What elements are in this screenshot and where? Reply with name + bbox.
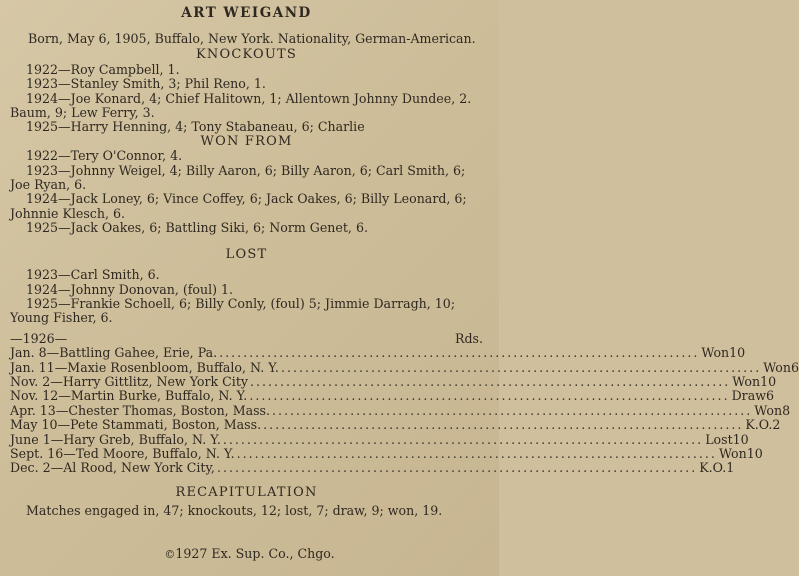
birth-info: Born, May 6, 1905, Buffalo, New York. Nationality, German-American.: [28, 31, 476, 46]
schedule-header: [10, 332, 483, 346]
knockouts-entry-1923: 1923—Stanley Smith, 3; Phil Reno, 1.: [26, 76, 266, 92]
recapitulation-text: Matches engaged in, 47; knockouts, 12; lost, 7; draw, 9; won, 19.: [26, 503, 443, 519]
copyright-symbol: ©: [164, 547, 176, 561]
bout-row: [10, 445, 763, 461]
bout-row: [10, 402, 791, 418]
won-from-entry-1922: 1922—Tery O'Connor, 4.: [26, 148, 183, 164]
lost-entry-1925: 1925—Frankie Schoell, 6; Billy Conly, (foul) 5; Jimmie Darragh, 10; Young Fisher, 6.: [10, 295, 456, 326]
bout-result: Won: [754, 402, 783, 418]
knockouts-entry-1925: 1925—Harry Henning, 4; Tony Stabaneau, 6; Charlie: [26, 119, 365, 135]
dot-leader: ................................................................................: [280, 359, 762, 375]
lost-entry-1924: 1924—Johnny Donovan, (foul) 1.: [26, 281, 234, 297]
bout-rounds: 2: [772, 417, 781, 433]
bout-description: Sept. 16—Ted Moore, Buffalo, N. Y.: [10, 445, 235, 461]
knockouts-entry-1922: 1922—Roy Campbell, 1.: [26, 61, 180, 77]
rounds-column-label: Rds.: [454, 330, 483, 346]
won-from-heading: WON FROM: [200, 133, 293, 149]
bout-description: June 1—Hary Greb, Buffalo, N. Y.: [10, 431, 221, 447]
lost-heading: LOST: [225, 246, 268, 262]
schedule-year: —1926—: [10, 330, 68, 346]
dot-leader: ................................................................................: [216, 460, 698, 476]
bout-description: Jan. 8—Battling Gahee, Erie, Pa.: [10, 345, 218, 361]
knockouts-heading: KNOCKOUTS: [195, 47, 298, 63]
won-from-entry-1923: 1923—Johnny Weigel, 4; Billy Aaron, 6; Billy Aaron, 6; Carl Smith, 6; Joe Ryan, 6.: [10, 162, 466, 193]
bout-rounds: 10: [732, 431, 749, 447]
publisher-footer: [0, 547, 499, 562]
bout-description: Dec. 2—Al Rood, New York City,: [10, 460, 215, 476]
bout-description: May 10—Pete Stammati, Boston, Mass.: [10, 417, 262, 433]
dot-leader: ................................................................................: [222, 431, 704, 447]
dot-leader: ................................................................................: [272, 402, 753, 418]
dot-leader: ................................................................................: [236, 445, 717, 461]
won-from-list: [10, 149, 483, 235]
bout-row: [10, 460, 735, 476]
dot-leader: ................................................................................: [250, 373, 731, 389]
bout-description: Jan. 11—Maxie Rosenbloom, Buffalo, N. Y.: [10, 359, 279, 375]
bout-row: [10, 431, 749, 447]
knockouts-entry-1924: 1924—Joe Konard, 4; Chief Halitown, 1; Allentown Johnny Dundee, 2.: [26, 90, 472, 106]
bout-result: Won: [732, 373, 761, 389]
bout-result: Won: [763, 359, 791, 375]
bout-rounds: 6: [765, 388, 774, 404]
bout-rounds: 10: [746, 445, 763, 461]
bout-result: Draw: [731, 388, 766, 404]
bout-row: [10, 417, 781, 433]
bout-result: Won: [701, 345, 730, 361]
bout-list: [10, 345, 799, 476]
bout-result: Won: [718, 445, 747, 461]
bout-row: [10, 345, 746, 361]
bout-result: Lost: [705, 431, 733, 447]
bout-rounds: 10: [729, 345, 746, 361]
bout-rounds: 1: [726, 460, 735, 476]
won-from-entry-1924: 1924—Jack Loney, 6; Vince Coffey, 6; Jack Oakes, 6; Billy Leonard, 6; Johnnie Klesch, 6.: [10, 191, 467, 221]
bout-row: [10, 359, 799, 375]
boxer-name-title: ART WEIGAND: [181, 5, 312, 21]
knockouts-list: [10, 63, 483, 135]
bout-rounds: 8: [782, 402, 791, 418]
dot-leader: ................................................................................: [263, 417, 744, 433]
won-from-entry-1925: 1925—Jack Oakes, 6; Battling Siki, 6; Norm Genet, 6.: [26, 220, 368, 236]
bout-result: K.O.: [745, 417, 773, 433]
publisher-text: 1927 Ex. Sup. Co., Chgo.: [175, 545, 335, 561]
bout-result: K.O.: [699, 460, 727, 476]
bout-row: [10, 373, 777, 389]
lost-entry-1923: 1923—Carl Smith, 6.: [26, 267, 160, 283]
bout-rounds: 6: [791, 359, 799, 375]
bout-description: Nov. 2—Harry Gittlitz, New York City: [10, 373, 249, 389]
bout-description: Nov. 12—Martin Burke, Buffalo, N. Y.: [10, 388, 248, 404]
recapitulation-heading: RECAPITULATION: [175, 484, 318, 500]
bout-rounds: 10: [760, 373, 777, 389]
knockouts-entry-continued: Baum, 9; Lew Ferry, 3.: [10, 105, 155, 121]
dot-leader: ................................................................................: [219, 345, 700, 361]
dot-leader: ................................................................................: [249, 388, 730, 404]
lost-list: [10, 268, 483, 326]
bout-row: [10, 388, 774, 404]
bout-description: Apr. 13—Chester Thomas, Boston, Mass.: [10, 402, 271, 418]
